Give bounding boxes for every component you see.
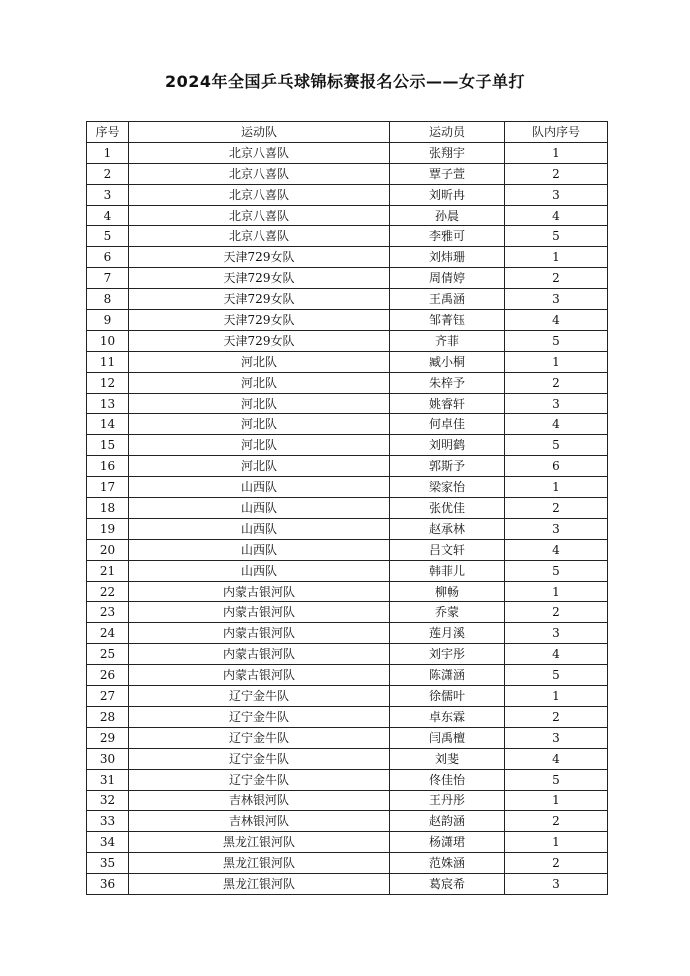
cell-team-order: 5 <box>505 226 608 247</box>
cell-team: 吉林银河队 <box>129 811 390 832</box>
cell-athlete: 徐儒叶 <box>390 686 505 707</box>
cell-athlete: 臧小桐 <box>390 351 505 372</box>
cell-team: 河北队 <box>129 414 390 435</box>
cell-athlete: 闫禹檀 <box>390 727 505 748</box>
cell-serial-number: 16 <box>87 456 129 477</box>
cell-athlete: 王丹彤 <box>390 790 505 811</box>
cell-team-order: 1 <box>505 477 608 498</box>
cell-athlete: 何卓佳 <box>390 414 505 435</box>
cell-serial-number: 13 <box>87 393 129 414</box>
cell-athlete: 周倩婷 <box>390 268 505 289</box>
cell-team: 吉林银河队 <box>129 790 390 811</box>
cell-team: 内蒙古银河队 <box>129 623 390 644</box>
cell-team-order: 3 <box>505 289 608 310</box>
cell-athlete: 卓东霖 <box>390 706 505 727</box>
table-row <box>87 414 608 435</box>
cell-serial-number: 12 <box>87 372 129 393</box>
cell-serial-number: 19 <box>87 518 129 539</box>
table-row <box>87 289 608 310</box>
table-row <box>87 268 608 289</box>
cell-athlete: 吕文轩 <box>390 539 505 560</box>
cell-serial-number: 33 <box>87 811 129 832</box>
cell-serial-number: 27 <box>87 686 129 707</box>
cell-team: 山西队 <box>129 560 390 581</box>
cell-athlete: 刘宇彤 <box>390 644 505 665</box>
table-row <box>87 581 608 602</box>
cell-team-order: 3 <box>505 184 608 205</box>
cell-serial-number: 5 <box>87 226 129 247</box>
table-row <box>87 247 608 268</box>
table-row <box>87 790 608 811</box>
cell-team: 辽宁金牛队 <box>129 686 390 707</box>
table-header-row <box>87 122 608 143</box>
cell-team: 北京八喜队 <box>129 205 390 226</box>
table-row <box>87 351 608 372</box>
cell-serial-number: 15 <box>87 435 129 456</box>
cell-serial-number: 28 <box>87 706 129 727</box>
cell-serial-number: 6 <box>87 247 129 268</box>
cell-team: 天津729女队 <box>129 268 390 289</box>
table-row <box>87 184 608 205</box>
cell-serial-number: 8 <box>87 289 129 310</box>
cell-team: 辽宁金牛队 <box>129 748 390 769</box>
cell-serial-number: 20 <box>87 539 129 560</box>
table-row <box>87 205 608 226</box>
table-row <box>87 477 608 498</box>
cell-athlete: 朱梓予 <box>390 372 505 393</box>
cell-athlete: 姚睿轩 <box>390 393 505 414</box>
cell-team-order: 3 <box>505 623 608 644</box>
cell-athlete: 邹菁钰 <box>390 310 505 331</box>
cell-serial-number: 23 <box>87 602 129 623</box>
cell-team: 内蒙古银河队 <box>129 602 390 623</box>
cell-team: 河北队 <box>129 435 390 456</box>
cell-team-order: 4 <box>505 414 608 435</box>
table-row <box>87 769 608 790</box>
cell-team: 山西队 <box>129 477 390 498</box>
table-row <box>87 226 608 247</box>
cell-athlete: 范姝涵 <box>390 853 505 874</box>
table-row <box>87 330 608 351</box>
table-row <box>87 539 608 560</box>
cell-team: 河北队 <box>129 393 390 414</box>
cell-athlete: 莲月溪 <box>390 623 505 644</box>
cell-serial-number: 4 <box>87 205 129 226</box>
cell-team: 内蒙古银河队 <box>129 581 390 602</box>
cell-team-order: 4 <box>505 644 608 665</box>
cell-serial-number: 34 <box>87 832 129 853</box>
cell-team-order: 4 <box>505 310 608 331</box>
table-row <box>87 623 608 644</box>
page-title: 2024年全国乒乓球锦标赛报名公示——女子单打 <box>164 72 526 91</box>
cell-athlete: 柳畅 <box>390 581 505 602</box>
cell-athlete: 杨潇珺 <box>390 832 505 853</box>
table-row <box>87 518 608 539</box>
cell-team-order: 2 <box>505 811 608 832</box>
cell-team: 北京八喜队 <box>129 142 390 163</box>
cell-team-order: 5 <box>505 330 608 351</box>
cell-serial-number: 35 <box>87 853 129 874</box>
cell-serial-number: 7 <box>87 268 129 289</box>
cell-serial-number: 29 <box>87 727 129 748</box>
cell-athlete: 刘炜珊 <box>390 247 505 268</box>
cell-athlete: 赵承林 <box>390 518 505 539</box>
table-row <box>87 665 608 686</box>
cell-athlete: 乔蒙 <box>390 602 505 623</box>
cell-team: 河北队 <box>129 372 390 393</box>
table-row <box>87 644 608 665</box>
cell-serial-number: 2 <box>87 163 129 184</box>
cell-serial-number: 11 <box>87 351 129 372</box>
cell-team-order: 1 <box>505 247 608 268</box>
cell-serial-number: 24 <box>87 623 129 644</box>
cell-team-order: 3 <box>505 393 608 414</box>
cell-serial-number: 9 <box>87 310 129 331</box>
cell-team-order: 2 <box>505 163 608 184</box>
cell-athlete: 齐菲 <box>390 330 505 351</box>
cell-team-order: 3 <box>505 518 608 539</box>
cell-team-order: 2 <box>505 602 608 623</box>
cell-team: 山西队 <box>129 539 390 560</box>
table-row <box>87 832 608 853</box>
cell-team: 河北队 <box>129 351 390 372</box>
cell-team: 辽宁金牛队 <box>129 727 390 748</box>
cell-athlete: 佟佳怡 <box>390 769 505 790</box>
cell-team-order: 5 <box>505 665 608 686</box>
cell-team-order: 6 <box>505 456 608 477</box>
header-serial-number: 序号 <box>87 122 129 143</box>
cell-serial-number: 26 <box>87 665 129 686</box>
cell-athlete: 李雅可 <box>390 226 505 247</box>
cell-team-order: 4 <box>505 748 608 769</box>
cell-team: 天津729女队 <box>129 247 390 268</box>
cell-team-order: 1 <box>505 832 608 853</box>
table-row <box>87 686 608 707</box>
table-row <box>87 560 608 581</box>
cell-team: 天津729女队 <box>129 289 390 310</box>
cell-serial-number: 18 <box>87 498 129 519</box>
cell-team-order: 1 <box>505 790 608 811</box>
registration-table <box>86 121 608 895</box>
cell-team-order: 5 <box>505 560 608 581</box>
cell-team-order: 2 <box>505 268 608 289</box>
cell-team: 山西队 <box>129 518 390 539</box>
cell-team-order: 3 <box>505 727 608 748</box>
cell-team-order: 5 <box>505 435 608 456</box>
cell-team: 辽宁金牛队 <box>129 769 390 790</box>
cell-serial-number: 17 <box>87 477 129 498</box>
table-row <box>87 498 608 519</box>
header-athlete: 运动员 <box>390 122 505 143</box>
cell-athlete: 韩菲儿 <box>390 560 505 581</box>
cell-athlete: 孙晨 <box>390 205 505 226</box>
cell-team-order: 2 <box>505 372 608 393</box>
cell-serial-number: 30 <box>87 748 129 769</box>
cell-athlete: 王禹涵 <box>390 289 505 310</box>
cell-team-order: 2 <box>505 853 608 874</box>
cell-team-order: 4 <box>505 205 608 226</box>
table-row <box>87 853 608 874</box>
cell-team-order: 1 <box>505 686 608 707</box>
cell-team: 天津729女队 <box>129 330 390 351</box>
cell-athlete: 覃子萱 <box>390 163 505 184</box>
cell-team-order: 1 <box>505 581 608 602</box>
cell-serial-number: 25 <box>87 644 129 665</box>
cell-team: 黑龙江银河队 <box>129 832 390 853</box>
cell-athlete: 赵韵涵 <box>390 811 505 832</box>
cell-team-order: 4 <box>505 539 608 560</box>
cell-serial-number: 1 <box>87 142 129 163</box>
cell-serial-number: 21 <box>87 560 129 581</box>
cell-athlete: 刘昕冉 <box>390 184 505 205</box>
cell-team: 辽宁金牛队 <box>129 706 390 727</box>
cell-team-order: 3 <box>505 874 608 895</box>
table-row <box>87 310 608 331</box>
table-row <box>87 748 608 769</box>
table-row <box>87 435 608 456</box>
table-row <box>87 393 608 414</box>
header-team: 运动队 <box>129 122 390 143</box>
table-row <box>87 706 608 727</box>
table-row <box>87 874 608 895</box>
cell-serial-number: 32 <box>87 790 129 811</box>
cell-athlete: 陈潇涵 <box>390 665 505 686</box>
cell-team: 内蒙古银河队 <box>129 644 390 665</box>
cell-team: 北京八喜队 <box>129 163 390 184</box>
cell-team: 天津729女队 <box>129 310 390 331</box>
table-row <box>87 811 608 832</box>
cell-serial-number: 22 <box>87 581 129 602</box>
cell-athlete: 刘斐 <box>390 748 505 769</box>
cell-athlete: 张翔宇 <box>390 142 505 163</box>
table-row <box>87 456 608 477</box>
cell-serial-number: 10 <box>87 330 129 351</box>
cell-team-order: 1 <box>505 351 608 372</box>
cell-athlete: 葛宸希 <box>390 874 505 895</box>
cell-team: 北京八喜队 <box>129 184 390 205</box>
cell-athlete: 梁家怡 <box>390 477 505 498</box>
cell-team: 河北队 <box>129 456 390 477</box>
cell-team: 黑龙江银河队 <box>129 874 390 895</box>
cell-team: 山西队 <box>129 498 390 519</box>
table-row <box>87 602 608 623</box>
cell-athlete: 刘明鹤 <box>390 435 505 456</box>
header-team-order: 队内序号 <box>505 122 608 143</box>
cell-team-order: 1 <box>505 142 608 163</box>
cell-team-order: 2 <box>505 706 608 727</box>
cell-team: 内蒙古银河队 <box>129 665 390 686</box>
cell-athlete: 郭斯予 <box>390 456 505 477</box>
cell-athlete: 张优佳 <box>390 498 505 519</box>
table-row <box>87 142 608 163</box>
cell-team: 黑龙江银河队 <box>129 853 390 874</box>
cell-serial-number: 14 <box>87 414 129 435</box>
cell-serial-number: 36 <box>87 874 129 895</box>
cell-serial-number: 31 <box>87 769 129 790</box>
table-row <box>87 372 608 393</box>
table-row <box>87 727 608 748</box>
table-row <box>87 163 608 184</box>
cell-serial-number: 3 <box>87 184 129 205</box>
cell-team-order: 2 <box>505 498 608 519</box>
table-body <box>87 142 608 894</box>
cell-team: 北京八喜队 <box>129 226 390 247</box>
cell-team-order: 5 <box>505 769 608 790</box>
